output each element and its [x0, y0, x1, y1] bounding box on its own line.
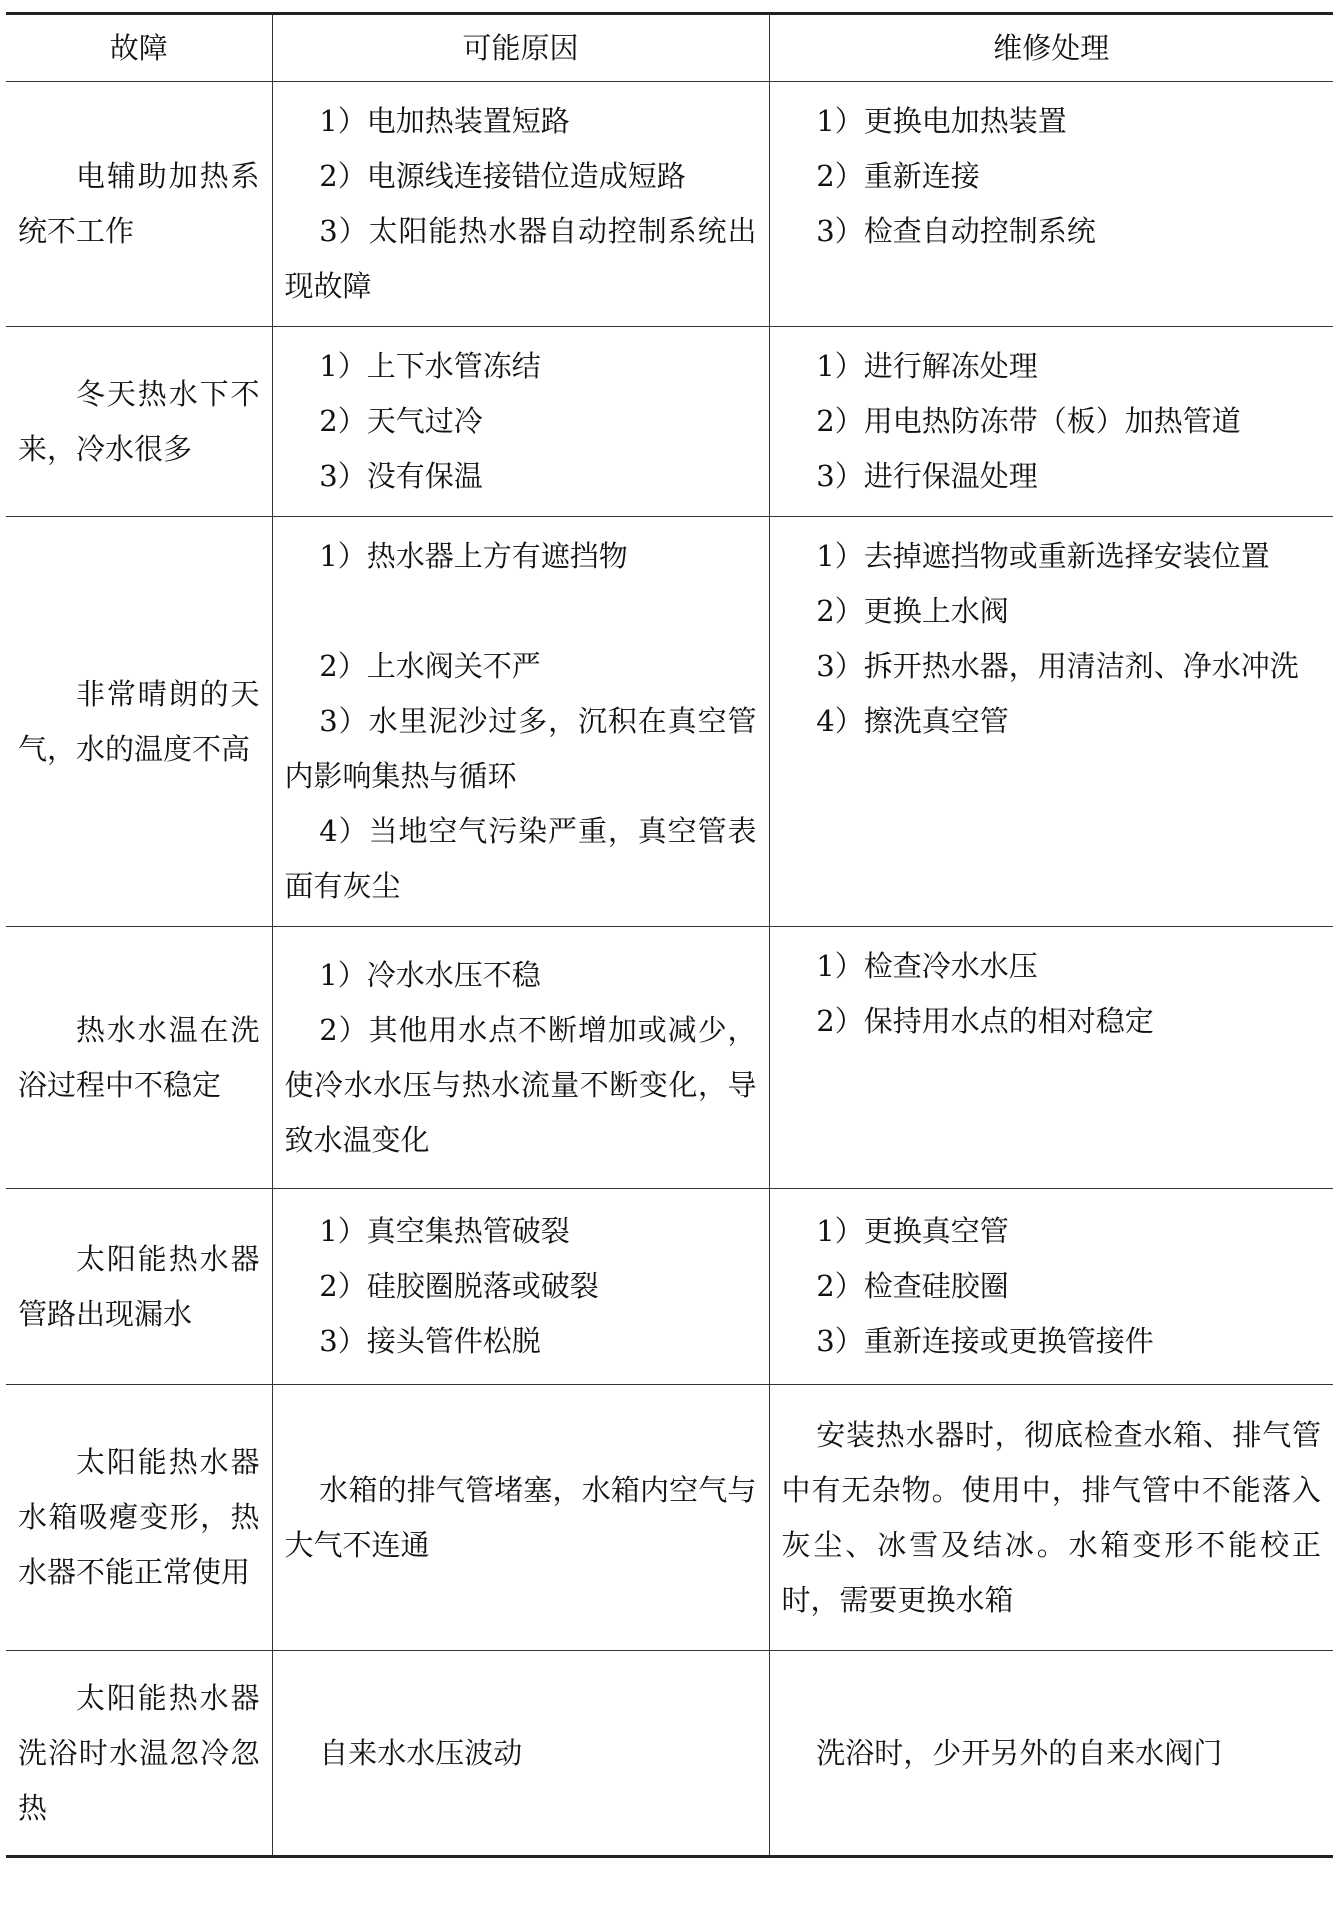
repair-cell	[769, 1189, 1333, 1385]
cause-item: 3）接头管件松脱	[319, 1324, 541, 1358]
table-row	[6, 1385, 1333, 1651]
repair-item: 3）重新连接或更换管接件	[816, 1324, 1154, 1358]
header-fault: 故障	[6, 14, 272, 82]
fault-cell: 热水水温在洗浴过程中不稳定	[6, 927, 272, 1189]
repair-item: 3）进行保温处理	[816, 459, 1038, 493]
cause-text: 水箱的排气管堵塞，水箱内空气与大气不连通	[284, 1472, 757, 1562]
cause-item: 3）没有保温	[319, 459, 483, 493]
cause-cell	[272, 927, 769, 1189]
repair-item: 1）去掉遮挡物或重新选择安装位置	[816, 539, 1270, 573]
header-cause: 可能原因	[272, 14, 769, 82]
table-row	[6, 327, 1333, 517]
cause-item: 2）其他用水点不断增加或减少，使冷水水压与热水流量不断变化，导致水温变化	[284, 1012, 757, 1157]
cause-cell	[272, 1189, 769, 1385]
table-row	[6, 1189, 1333, 1385]
table-header-row	[6, 14, 1333, 82]
repair-cell	[769, 517, 1333, 927]
fault-cell: 太阳能热水器水箱吸瘪变形，热水器不能正常使用	[6, 1385, 272, 1651]
repair-text: 安装热水器时，彻底检查水箱、排气管中有无杂物。使用中，排气管中不能落入灰尘、冰雪及结冰。水箱变形不能校正时，需要更换水箱	[781, 1417, 1321, 1617]
repair-text: 洗浴时，少开另外的自来水阀门	[816, 1735, 1223, 1770]
cause-item: 1）真空集热管破裂	[319, 1214, 570, 1248]
repair-cell	[769, 1385, 1333, 1651]
cause-cell	[272, 1385, 769, 1651]
fault-cell: 非常晴朗的天气，水的温度不高	[6, 517, 272, 927]
repair-item: 1）检查冷水水压	[816, 949, 1038, 983]
cause-cell	[272, 517, 769, 927]
repair-cell	[769, 1651, 1333, 1857]
cause-item: 3）水里泥沙过多，沉积在真空管内影响集热与循环	[284, 704, 757, 793]
repair-cell	[769, 927, 1333, 1189]
cause-item: 2）电源线连接错位造成短路	[319, 159, 686, 193]
header-repair: 维修处理	[769, 14, 1333, 82]
cause-item: 2）上水阀关不严	[319, 649, 541, 683]
repair-item: 2）更换上水阀	[816, 594, 1009, 628]
repair-cell	[769, 327, 1333, 517]
cause-item: 1）上下水管冻结	[319, 349, 541, 383]
cause-item: 4）当地空气污染严重，真空管表面有灰尘	[284, 814, 757, 903]
repair-item: 4）擦洗真空管	[816, 704, 1009, 738]
fault-cell: 太阳能热水器洗浴时水温忽冷忽热	[18, 1680, 260, 1825]
cause-item: 1）热水器上方有遮挡物	[319, 539, 628, 573]
cause-spacer	[285, 584, 757, 639]
fault-table	[6, 12, 1333, 1858]
table-row	[6, 927, 1333, 1189]
table-row	[6, 517, 1333, 927]
cause-item: 2）硅胶圈脱落或破裂	[319, 1269, 599, 1303]
cause-cell	[272, 327, 769, 517]
repair-item: 3）拆开热水器，用清洁剂、净水冲洗	[816, 649, 1299, 683]
fault-cell: 电辅助加热系统不工作	[6, 82, 272, 327]
cause-item: 1）电加热装置短路	[319, 104, 570, 138]
table-row	[6, 82, 1333, 327]
fault-cell: 冬天热水下不来，冷水很多	[6, 327, 272, 517]
table-row	[6, 1651, 1333, 1857]
fault-cell: 太阳能热水器管路出现漏水	[6, 1189, 272, 1385]
repair-item: 2）用电热防冻带（板）加热管道	[816, 404, 1241, 438]
document-page	[6, 12, 1333, 1858]
cause-item: 2）天气过冷	[319, 404, 483, 438]
cause-cell	[272, 1651, 769, 1857]
repair-item: 2）重新连接	[816, 159, 980, 193]
cause-cell	[272, 82, 769, 327]
repair-item: 2）保持用水点的相对稳定	[816, 1004, 1154, 1038]
cause-text: 自来水水压波动	[319, 1735, 523, 1770]
repair-item: 1）更换真空管	[816, 1214, 1009, 1248]
cause-item: 3）太阳能热水器自动控制系统出现故障	[284, 214, 757, 303]
cause-item: 1）冷水水压不稳	[319, 957, 541, 992]
repair-cell	[769, 82, 1333, 327]
repair-item: 1）更换电加热装置	[816, 104, 1067, 138]
repair-item: 2）检查硅胶圈	[816, 1269, 1009, 1303]
repair-item: 1）进行解冻处理	[816, 349, 1038, 383]
repair-item: 3）检查自动控制系统	[816, 214, 1096, 248]
